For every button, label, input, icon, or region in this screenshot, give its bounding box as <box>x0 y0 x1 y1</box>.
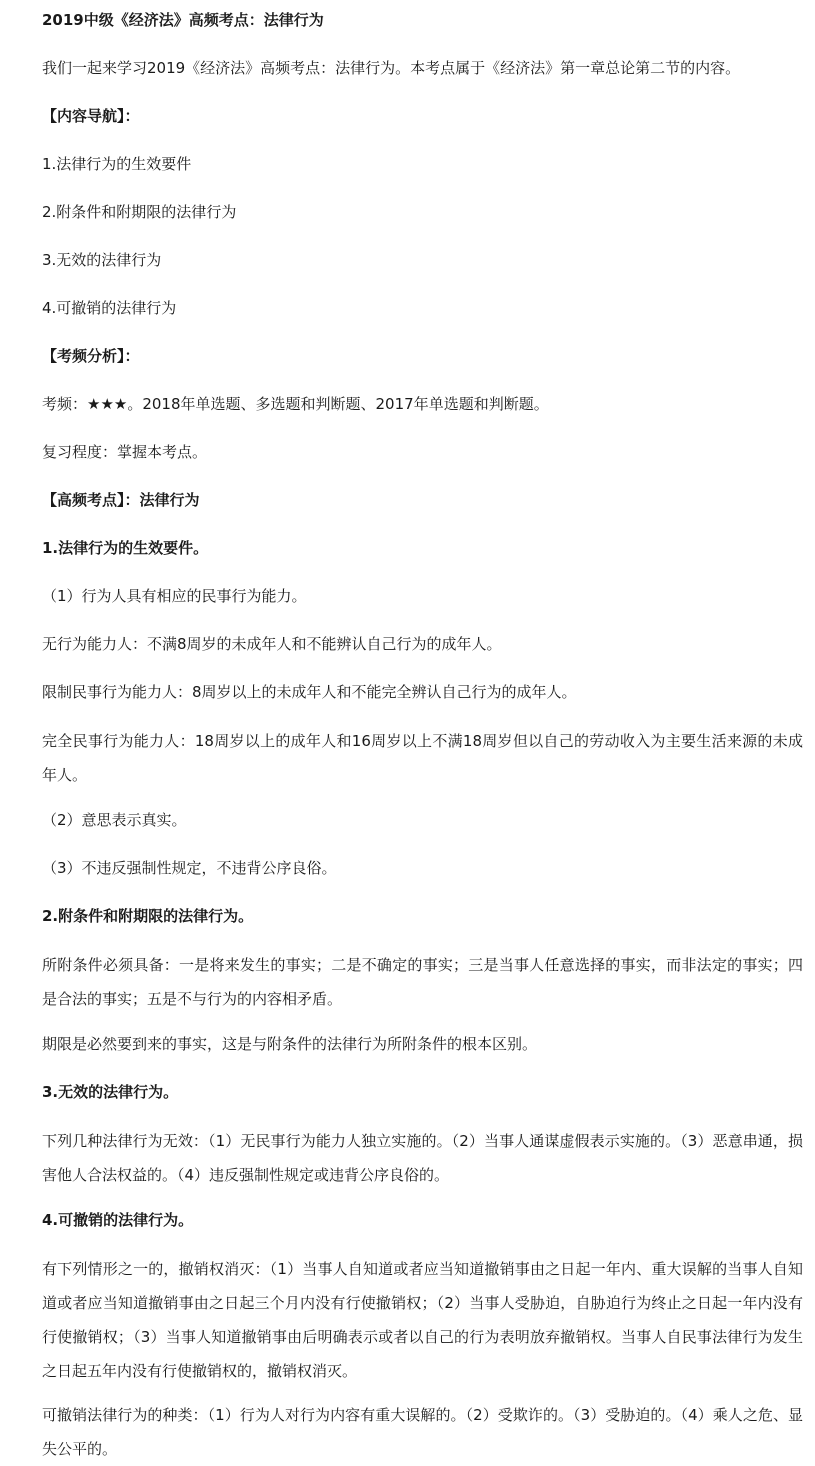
condition-item: （2）意思表示真实。 <box>42 811 187 829</box>
frequency-text: 考频：★★★。2018年单选题、多选题和判断题、2017年单选题和判断题。 <box>42 395 549 413</box>
body-text: 期限是必然要到来的事实，这是与附条件的法律行为所附条件的根本区别。 <box>42 1035 538 1053</box>
condition-item: （3）不违反强制性规定，不违背公序良俗。 <box>42 859 337 877</box>
body-paragraph: 有下列情形之一的，撤销权消灭：（1）当事人自知道或者应当知道撤销事由之日起一年内、重大误解的当事人自知道或者应当知道撤销事由之日起三个月内没有行使撤销权；（2）当事人受胁迫，自胁迫行为终止之日起一年内没有行使撤销权；（3）当事人知道撤销事由后明确表示或者以自己的行为表明放弃撤销权。当事人自民事法律行为发生之日起五年内没有行使撤销权的，撤销权消灭。 <box>42 1260 803 1380</box>
section-heading: 3.无效的法律行为。 <box>42 1083 179 1101</box>
keypoint-heading: 【高频考点】：法律行为 <box>42 491 200 509</box>
analysis-heading: 【考频分析】： <box>42 347 140 365</box>
intro-text: 我们一起来学习2019《经济法》高频考点：法律行为。本考点属于《经济法》第一章总论第二节的内容。 <box>42 59 741 77</box>
body-paragraph: 下列几种法律行为无效：（1）无民事行为能力人独立实施的。（2）当事人通谋虚假表示实施的。（3）恶意串通，损害他人合法权益的。（4）违反强制性规定或违背公序良俗的。 <box>42 1132 803 1184</box>
nav-item: 2.附条件和附期限的法律行为 <box>42 203 237 221</box>
nav-item: 4.可撤销的法律行为 <box>42 299 177 317</box>
body-paragraph: 可撤销法律行为的种类：（1）行为人对行为内容有重大误解的。（2）受欺诈的。（3）受胁迫的。（4）乘人之危、显失公平的。 <box>42 1406 803 1458</box>
definition-text: 无行为能力人：不满8周岁的未成年人和不能辨认自己行为的成年人。 <box>42 635 502 653</box>
page-title: 2019中级《经济法》高频考点：法律行为 <box>42 11 324 29</box>
section-heading: 1.法律行为的生效要件。 <box>42 539 209 557</box>
section-heading: 2.附条件和附期限的法律行为。 <box>42 907 254 925</box>
definition-text: 限制民事行为能力人：8周岁以上的未成年人和不能完全辨认自己行为的成年人。 <box>42 683 577 701</box>
nav-item: 1.法律行为的生效要件 <box>42 155 192 173</box>
definition-paragraph: 完全民事行为能力人：18周岁以上的成年人和16周岁以上不满18周岁但以自己的劳动收入为主要生活来源的未成年人。 <box>42 732 803 784</box>
nav-item: 3.无效的法律行为 <box>42 251 162 269</box>
condition-item: （1）行为人具有相应的民事行为能力。 <box>42 587 307 605</box>
body-paragraph: 所附条件必须具备：一是将来发生的事实；二是不确定的事实；三是当事人任意选择的事实，而非法定的事实；四是合法的事实；五是不与行为的内容相矛盾。 <box>42 956 803 1008</box>
nav-heading: 【内容导航】： <box>42 107 140 125</box>
section-heading: 4.可撤销的法律行为。 <box>42 1211 194 1229</box>
review-text: 复习程度：掌握本考点。 <box>42 443 208 461</box>
